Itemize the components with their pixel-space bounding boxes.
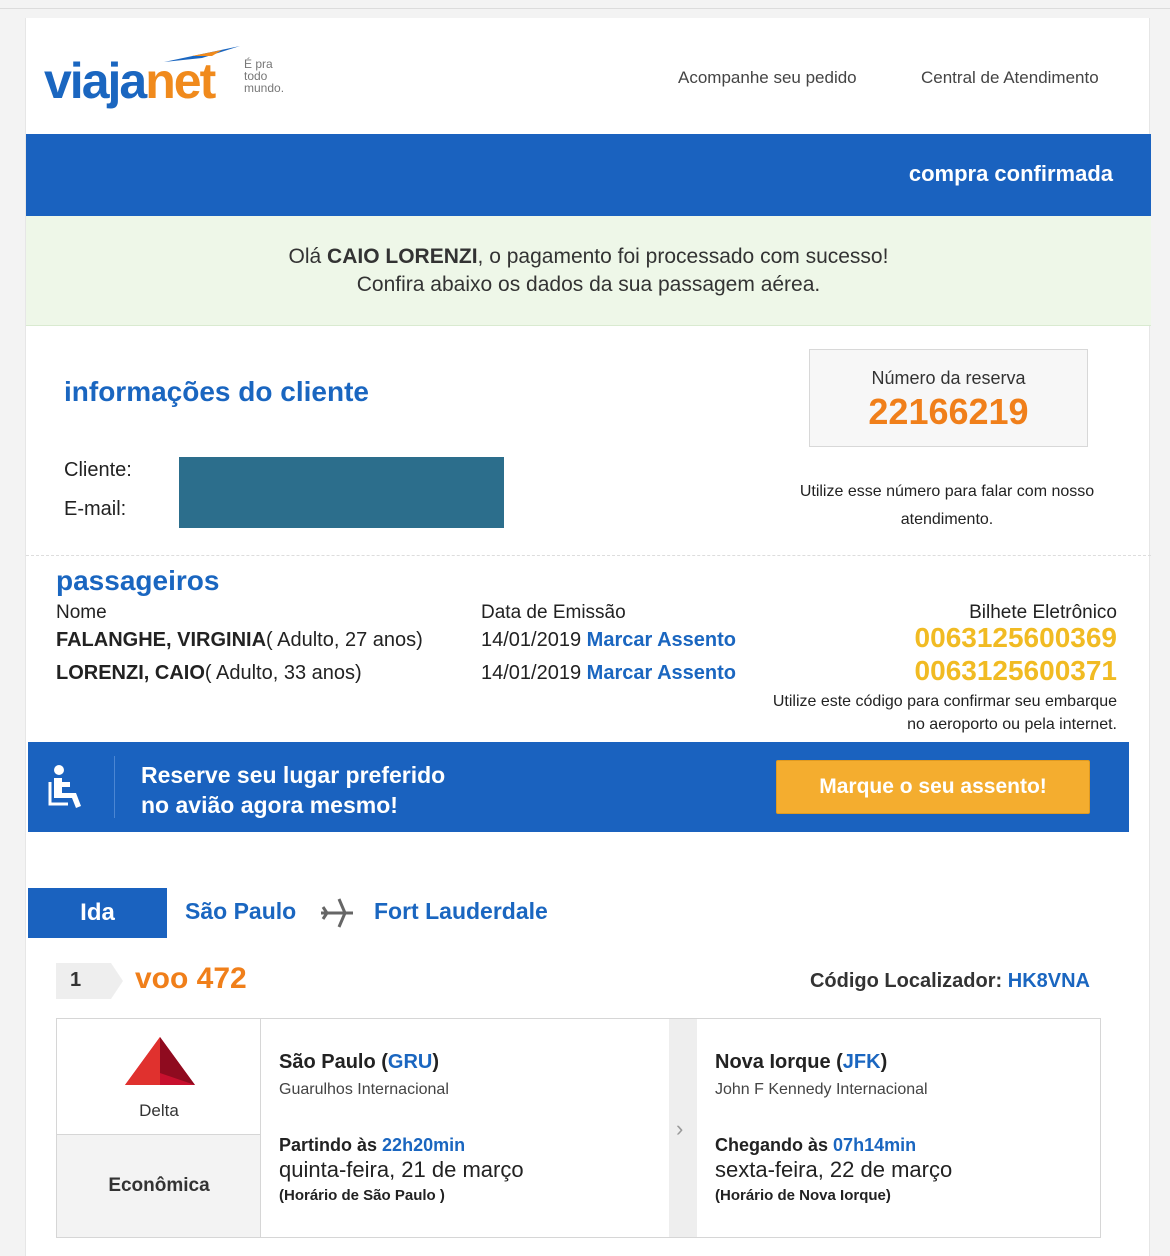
seat-promo-banner xyxy=(28,742,1129,832)
top-divider xyxy=(0,8,1170,9)
status-banner xyxy=(26,134,1151,216)
greeting-line-1: Olá CAIO LORENZI, o pagamento foi processado com sucesso! xyxy=(288,245,889,268)
airline-name: Delta xyxy=(139,1101,179,1120)
reservation-help-text: Utilize esse número para falar com nosso atendimento. xyxy=(799,483,1095,528)
departure-date: quinta-feira, 21 de março xyxy=(279,1157,524,1182)
ticket-number-2: 0063125600371 xyxy=(914,655,1117,686)
arrival-airport: John F Kennedy Internacional xyxy=(715,1081,928,1098)
logo-tagline: É pra todo mundo. xyxy=(244,57,285,95)
flight-details-table xyxy=(56,1018,1101,1238)
passengers-title: passageiros xyxy=(56,565,220,596)
chevron-right-icon: › xyxy=(676,1116,684,1141)
leg-number-badge: 1 xyxy=(56,963,111,999)
passenger-row-1-name: FALANGHE, VIRGINIA( Adulto, 27 anos) xyxy=(56,629,423,651)
ticket-number-1: 0063125600369 xyxy=(914,622,1117,653)
locator-code: Código Localizador: HK8VNA xyxy=(809,970,1090,992)
reservation-label: Número da reserva xyxy=(871,368,1026,388)
departure-airport: Guarulhos Internacional xyxy=(279,1081,449,1098)
section-divider xyxy=(26,555,1151,556)
col-date-header: Data de Emissão xyxy=(481,602,626,623)
arrival-date: sexta-feira, 22 de março xyxy=(715,1157,953,1182)
client-label: Cliente: xyxy=(64,459,132,481)
greeting-banner xyxy=(26,216,1151,326)
reservation-number: 22166219 xyxy=(868,391,1029,432)
tab-outbound[interactable]: Ida xyxy=(28,888,167,938)
flight-number: voo 472 xyxy=(135,962,247,995)
delta-logo-icon xyxy=(123,1035,197,1089)
route-origin: São Paulo xyxy=(185,898,297,924)
passenger-row-1-date: 14/01/2019 Marcar Assento xyxy=(481,629,736,651)
customer-name: CAIO LORENZI xyxy=(327,245,478,268)
viajanet-logo[interactable] xyxy=(44,44,304,114)
col-name-header: Nome xyxy=(56,602,107,623)
leg-divider xyxy=(669,1019,697,1237)
mark-seat-button[interactable]: Marque o seu assento! xyxy=(776,760,1090,814)
passenger-row-2-date: 14/01/2019 Marcar Assento xyxy=(481,662,736,684)
departure-timezone: (Horário de São Paulo ) xyxy=(279,1187,445,1204)
mark-seat-link-2[interactable]: Marcar Assento xyxy=(586,662,736,684)
nav-track-order-link[interactable]: Acompanhe seu pedido xyxy=(678,68,857,87)
arrival-timezone: (Horário de Nova Iorque) xyxy=(715,1187,891,1204)
client-info-title: informações do cliente xyxy=(64,376,369,407)
cabin-class-cell xyxy=(57,1135,261,1237)
departure-time: Partindo às 22h20min xyxy=(279,1135,466,1155)
airline-cell xyxy=(57,1019,261,1135)
email-card xyxy=(25,18,1150,1256)
route-destination: Fort Lauderdale xyxy=(374,898,548,924)
arrival-city: Nova Iorque (JFK) xyxy=(715,1051,888,1073)
reservation-number-box xyxy=(809,349,1088,447)
nav-support-link[interactable]: Central de Atendimento xyxy=(921,68,1099,87)
seat-promo-separator xyxy=(114,756,115,818)
redacted-client-details xyxy=(179,457,504,528)
cabin-class: Econômica xyxy=(108,1175,210,1196)
status-text: compra confirmada xyxy=(908,161,1113,186)
mark-seat-link-1[interactable]: Marcar Assento xyxy=(586,629,736,651)
ticket-help-text: Utilize este código para confirmar seu embarque no aeroporto ou pela internet. xyxy=(772,693,1117,733)
seat-promo-text: Reserve seu lugar preferido no avião agora mesmo! xyxy=(141,762,446,818)
seat-icon xyxy=(48,764,84,810)
passenger-row-2-name: LORENZI, CAIO( Adulto, 33 anos) xyxy=(56,662,362,684)
departure-city: São Paulo (GRU) xyxy=(279,1051,440,1073)
email-label: E-mail: xyxy=(64,498,127,520)
arrival-time: Chegando às 07h14min xyxy=(715,1135,917,1155)
plane-icon xyxy=(319,896,355,930)
greeting-line-2: Confira abaixo os dados da sua passagem aérea. xyxy=(356,273,821,296)
logo-wordmark: viajanet xyxy=(44,53,215,109)
col-ticket-header: Bilhete Eletrônico xyxy=(969,602,1117,623)
